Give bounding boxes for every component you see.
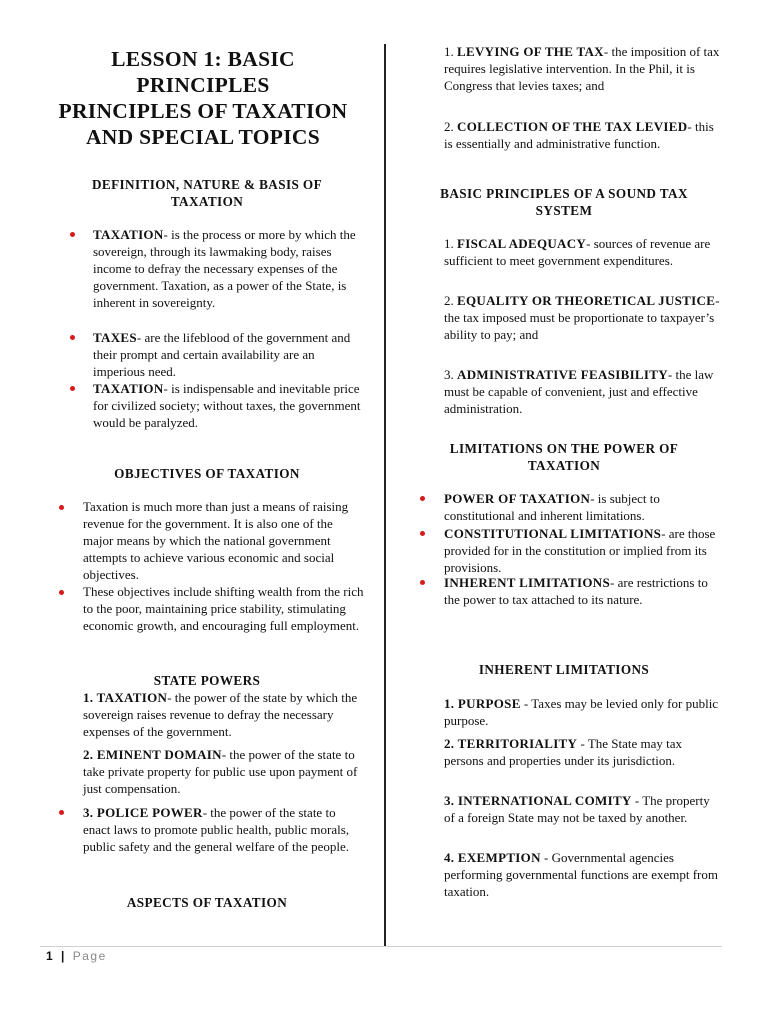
list-item: 1. LEVYING OF THE TAX- the imposition of tax requires legislative intervention. In the Phil, it is Congress that levies taxes; and — [444, 44, 720, 94]
page-footer — [46, 949, 107, 963]
bullet-icon — [70, 386, 75, 391]
bullet-icon — [70, 335, 75, 340]
bullet-icon — [420, 531, 425, 536]
bullet-icon — [420, 580, 425, 585]
bullet-icon — [420, 496, 425, 501]
list-item: 3. INTERNATIONAL COMITY - The property of a foreign State may not be taxed by another. — [444, 793, 710, 826]
footer-separator: | — [61, 949, 66, 963]
list-item: TAXATION- is the process or more by which the sovereign, through its lawmaking body, raises income to defray the necessary expenses of the government. Taxation, as a power of the State, is inherent in sovereignty. — [93, 227, 356, 311]
section-heading-state-powers: STATE POWERS — [153, 673, 261, 688]
list-item: 1. TAXATION- the power of the state by which the sovereign raises revenue to defray the necessary expenses of the government. — [83, 690, 358, 740]
section-heading-inherent: INHERENT LIMITATIONS — [478, 662, 650, 677]
column-divider — [384, 44, 386, 946]
section-heading-sound-tax: BASIC PRINCIPLES OF A SOUND TAX SYSTEM — [440, 186, 688, 218]
bullet-icon — [70, 232, 75, 237]
list-item: 2. EQUALITY OR THEORETICAL JUSTICE- the tax imposed must be proportionate to taxpayer’s ability to pay; and — [444, 293, 720, 343]
list-item: 1. FISCAL ADEQUACY- sources of revenue are sufficient to meet government expenditures. — [444, 236, 711, 269]
section-heading-limitations: LIMITATIONS ON THE POWER OF TAXATION — [449, 441, 679, 473]
list-item: These objectives include shifting wealth from the rich to the poor, maintaining price stability, stimulating economic growth, and encouraging full employment. — [83, 584, 364, 634]
list-item: 4. EXEMPTION - Governmental agencies performing governmental functions are exempt from taxation. — [444, 850, 718, 900]
list-item: 1. PURPOSE - Taxes may be levied only for public purpose. — [444, 696, 719, 729]
list-item: 2. TERRITORIALITY - The State may tax persons and properties under its jurisdiction. — [444, 736, 683, 769]
list-item: 2. COLLECTION OF THE TAX LEVIED- this is essentially and administrative function. — [444, 119, 714, 152]
section-heading-definition: DEFINITION, NATURE & BASIS OF TAXATION — [91, 177, 323, 209]
list-item: INHERENT LIMITATIONS- are restrictions to the power to tax attached to its nature. — [444, 575, 708, 608]
bullet-icon — [59, 590, 64, 595]
list-item: 2. EMINENT DOMAIN- the power of the state to take private property for public use upon payment of just compensation. — [83, 747, 358, 797]
page-label: Page — [72, 949, 107, 963]
list-item: CONSTITUTIONAL LIMITATIONS- are those provided for in the constitution or implied from its provisions. — [444, 526, 716, 576]
page-title: LESSON 1: BASIC PRINCIPLES PRINCIPLES OF TAXATION AND SPECIAL TOPICS — [58, 47, 348, 149]
list-item: TAXES- are the lifeblood of the government and their prompt and certain availability are an imperious need. — [93, 330, 351, 380]
list-item: TAXATION- is indispensable and inevitable price for civilized society; without taxes, the government would be paralyzed. — [93, 381, 361, 431]
list-item: 3. ADMINISTRATIVE FEASIBILITY- the law must be capable of convenient, just and effective administration. — [444, 367, 714, 417]
list-item: 3. POLICE POWER- the power of the state to enact laws to promote public health, public morals, public safety and the general welfare of the people. — [83, 805, 350, 855]
page-number: 1 — [46, 949, 55, 963]
bullet-icon — [59, 505, 64, 510]
section-heading-aspects: ASPECTS OF TAXATION — [126, 895, 288, 910]
bullet-icon — [59, 810, 64, 815]
footer-rule — [40, 946, 722, 947]
list-item: POWER OF TAXATION- is subject to constitutional and inherent limitations. — [444, 491, 660, 524]
section-heading-objectives: OBJECTIVES OF TAXATION — [114, 466, 300, 481]
list-item: Taxation is much more than just a means of raising revenue for the government. It is also one of the major means by which the national government attempts to achieve various economic and social objectives. — [83, 499, 349, 583]
